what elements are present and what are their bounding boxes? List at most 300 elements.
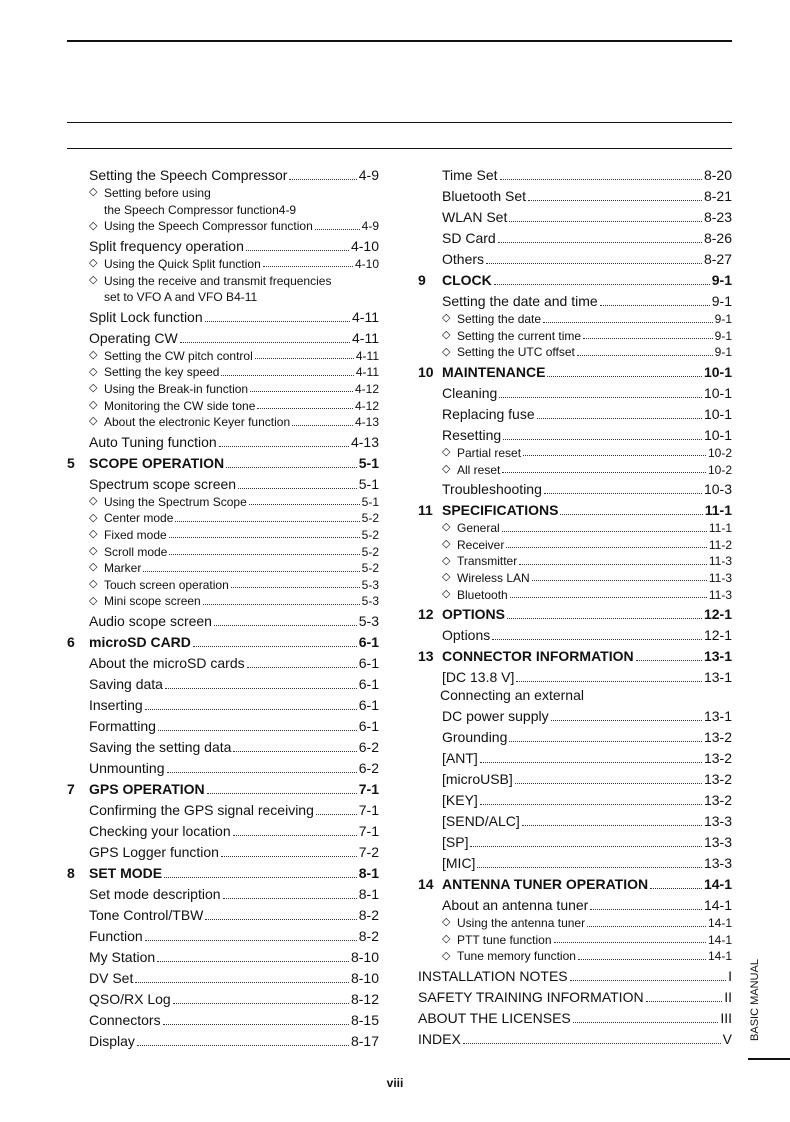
toc-entry[interactable] (418, 767, 732, 788)
toc-entry[interactable] (418, 310, 732, 327)
toc-entry[interactable] (67, 798, 379, 819)
dot-leader (257, 408, 353, 409)
toc-entry[interactable] (418, 644, 732, 665)
toc-entry-page: 10-1 (703, 426, 732, 443)
toc-entry[interactable] (418, 947, 732, 964)
toc-entry-title: ◇ All reset (457, 462, 501, 477)
dot-leader (600, 305, 710, 306)
toc-entry-page: 5-3 (361, 594, 379, 609)
toc-entry-page: 14-1 (703, 897, 732, 914)
toc-entry-page: 6-2 (358, 738, 379, 755)
toc-entry[interactable] (418, 872, 732, 893)
toc-entry[interactable] (67, 693, 379, 714)
dot-leader (226, 467, 357, 468)
toc-entry[interactable] (67, 163, 379, 184)
toc-entry[interactable] (67, 592, 379, 609)
toc-entry-title: [microUSB] (442, 771, 513, 788)
dot-leader (157, 961, 349, 962)
toc-entry-title: Saving data (89, 675, 163, 692)
toc-entry[interactable] (67, 861, 379, 882)
toc-entry[interactable] (67, 882, 379, 903)
toc-entry[interactable] (418, 931, 732, 948)
dot-leader (528, 200, 702, 201)
toc-entry-title: Cleaning (442, 384, 498, 401)
dot-leader (543, 322, 713, 323)
dot-leader (509, 741, 702, 742)
toc-entry-page: 8-12 (350, 990, 379, 1007)
toc-entry[interactable] (418, 343, 732, 360)
toc-entry[interactable] (67, 396, 379, 413)
dot-leader (532, 580, 707, 581)
dot-leader (223, 898, 357, 899)
toc-entry-title: ◇ Setting the date (457, 312, 542, 327)
toc-entry[interactable] (418, 402, 732, 423)
toc-entry-page: 9-1 (714, 312, 732, 327)
dot-leader (503, 439, 702, 440)
toc-entry[interactable] (418, 830, 732, 851)
dot-leader (486, 263, 702, 264)
toc-entry[interactable] (418, 226, 732, 247)
toc-right-column (418, 163, 732, 1048)
toc-entry-title: Operating CW (89, 329, 178, 346)
dot-leader (463, 1043, 721, 1044)
toc-entry[interactable] (67, 1029, 379, 1050)
toc-entry-page: 5-1 (361, 494, 379, 509)
toc-entry[interactable] (418, 809, 732, 830)
dot-leader (506, 547, 707, 548)
toc-entry-page: 6-1 (358, 654, 379, 671)
toc-entry[interactable] (67, 651, 379, 672)
toc-entry[interactable] (418, 602, 732, 623)
toc-entry-title: Connectors (89, 1011, 161, 1028)
toc-entry-page: 10-1 (703, 384, 732, 401)
toc-entry[interactable] (418, 498, 732, 519)
toc-entry[interactable] (418, 477, 732, 498)
header-rule-upper (67, 122, 732, 123)
toc-left-column (67, 163, 379, 1050)
toc-entry-page: 12-1 (703, 627, 732, 644)
toc-entry-page: 9-1 (714, 345, 732, 360)
toc-entry-page: V (722, 1030, 732, 1047)
toc-entry-page: 10-2 (707, 462, 732, 477)
toc-entry[interactable] (67, 924, 379, 945)
toc-entry-title: ◇ Wireless LAN (457, 570, 530, 585)
toc-entry[interactable] (67, 542, 379, 559)
toc-entry-page: 8-26 (703, 230, 732, 247)
toc-entry (67, 184, 379, 201)
dot-leader (507, 618, 702, 619)
dot-leader (289, 179, 356, 180)
toc-entry[interactable] (67, 288, 379, 305)
toc-entry[interactable] (67, 201, 379, 218)
toc-entry-title: ◇ Setting the CW pitch control (104, 348, 253, 363)
chapter-number: 8 (67, 864, 75, 881)
dot-leader (231, 587, 360, 588)
toc-entry-page: 8-2 (358, 906, 379, 923)
toc-entry-page: 10-3 (703, 481, 732, 498)
dot-leader (636, 660, 702, 661)
toc-entry-page: 13-3 (703, 813, 732, 830)
toc-entry-page: 13-1 (703, 648, 732, 665)
dot-leader (590, 909, 702, 910)
toc-entry[interactable] (418, 964, 732, 985)
toc-entry[interactable] (418, 704, 732, 725)
dot-leader (537, 418, 702, 419)
toc-entry[interactable] (418, 893, 732, 914)
toc-entry-title: QSO/RX Log (89, 990, 171, 1007)
toc-entry-page: 11-3 (708, 587, 732, 602)
toc-entry[interactable] (418, 851, 732, 872)
toc-entry[interactable] (67, 234, 379, 255)
toc-entry[interactable] (67, 609, 379, 630)
toc-entry[interactable] (418, 914, 732, 931)
toc-entry-title: SCOPE OPERATION (89, 454, 225, 471)
toc-entry[interactable] (67, 756, 379, 777)
toc-entry-title: OPTIONS (442, 606, 506, 623)
toc-entry-title: ◇ Setting the current time (457, 328, 582, 343)
toc-entry[interactable] (67, 451, 379, 472)
toc-entry-page: 11-2 (708, 537, 732, 552)
dot-leader (238, 488, 357, 489)
toc-entry-page: 13-2 (703, 729, 732, 746)
toc-entry-page: 4-10 (350, 237, 379, 254)
dot-leader (480, 762, 702, 763)
dot-leader (498, 242, 702, 243)
toc-entry-page: 5-2 (361, 527, 379, 542)
toc-entry-title: ◇ Partial reset (457, 445, 522, 460)
dot-leader (544, 493, 702, 494)
dot-leader (470, 846, 702, 847)
toc-entry-page: 7-1 (358, 801, 379, 818)
toc-entry[interactable] (67, 347, 379, 364)
toc-entry-title: Spectrum scope screen (89, 475, 237, 492)
toc-entry[interactable] (67, 672, 379, 693)
dot-leader (502, 531, 707, 532)
toc-entry-title: Connecting an external (440, 687, 584, 704)
toc-entry-page: 13-1 (703, 669, 732, 686)
toc-entry-title: ◇ About the electronic Keyer function (104, 415, 291, 430)
side-tab-label: BASIC MANUAL (749, 959, 761, 1041)
toc-entry[interactable] (67, 430, 379, 451)
dot-leader (263, 266, 353, 267)
toc-entry[interactable] (418, 623, 732, 644)
toc-entry[interactable] (418, 381, 732, 402)
toc-entry[interactable] (418, 205, 732, 226)
toc-entry-title: [SP] (442, 834, 469, 851)
toc-entry-title: [DC 13.8 V] (442, 669, 515, 686)
dot-leader (205, 321, 350, 322)
toc-entry-page: 13-1 (703, 708, 732, 725)
toc-entry[interactable] (67, 472, 379, 493)
chapter-number: 11 (418, 502, 433, 519)
toc-entry-title: SAFETY TRAINING INFORMATION (418, 988, 644, 1005)
toc-entry-title: Split Lock function (89, 308, 203, 325)
toc-entry-title: ◇ Bluetooth (457, 587, 508, 602)
dot-leader (164, 877, 357, 878)
toc-entry-title: SPECIFICATIONS (442, 502, 559, 519)
toc-entry-title: Resetting (442, 426, 502, 443)
toc-entry-title: ◇ Using the Speech Compressor function (104, 219, 313, 234)
toc-entry-page: 4-11 (355, 365, 379, 380)
toc-entry[interactable] (67, 630, 379, 651)
dot-leader (247, 667, 357, 668)
toc-entry[interactable] (67, 493, 379, 510)
toc-entry[interactable] (67, 380, 379, 397)
toc-entry-title: Time Set (442, 167, 498, 184)
toc-entry-title: Bluetooth Set (442, 188, 527, 205)
dot-leader (137, 1045, 349, 1046)
toc-entry-page: 4-11 (352, 329, 379, 346)
dot-leader (233, 835, 357, 836)
toc-entry-title: ANTENNA TUNER OPERATION (442, 876, 649, 893)
toc-entry[interactable] (418, 569, 732, 586)
dot-leader (180, 342, 350, 343)
toc-entry-title: ◇ Scroll mode (104, 544, 168, 559)
toc-entry-title: Formatting (89, 717, 156, 734)
chapter-number: 13 (418, 648, 434, 665)
toc-entry[interactable] (418, 985, 732, 1006)
toc-entry-page: 4-12 (354, 398, 379, 413)
toc-entry[interactable] (418, 327, 732, 344)
dot-leader (233, 751, 356, 752)
toc-entry[interactable] (418, 444, 732, 461)
dot-leader (203, 604, 360, 605)
toc-entry-title: Others (442, 251, 485, 268)
toc-entry-title: WLAN Set (442, 209, 508, 226)
toc-entry-page: 4-13 (354, 415, 379, 430)
dot-leader (221, 856, 357, 857)
dot-leader (193, 646, 357, 647)
toc-entry-page: III (720, 1009, 732, 1026)
toc-entry-page: 8-10 (350, 948, 379, 965)
toc-entry-title: ◇ Monitoring the CW side tone (104, 398, 256, 413)
toc-entry[interactable] (67, 305, 379, 326)
dot-leader (499, 397, 702, 398)
chapter-number: 5 (67, 454, 75, 471)
dot-leader (492, 639, 702, 640)
toc-entry-page: 13-2 (703, 750, 732, 767)
toc-entry[interactable] (67, 255, 379, 272)
toc-entry-page: 9-1 (711, 293, 732, 310)
toc-entry-page: 6-1 (358, 717, 379, 734)
dot-leader (158, 730, 357, 731)
toc-entry[interactable] (418, 184, 732, 205)
toc-entry-page: 4-13 (350, 433, 379, 450)
toc-entry-page: 14-1 (707, 949, 732, 964)
toc-entry[interactable] (418, 536, 732, 553)
toc-entry[interactable] (67, 559, 379, 576)
toc-entry[interactable] (418, 519, 732, 536)
toc-entry-title: SD Card (442, 230, 496, 247)
toc-entry-title: ◇ Receiver (457, 537, 505, 552)
toc-entry[interactable] (67, 819, 379, 840)
toc-entry-title: GPS Logger function (89, 843, 219, 860)
toc-entry-page: 5-1 (358, 454, 379, 471)
toc-entry-title: ◇ Setting before using (104, 186, 211, 201)
toc-entry-page: 4-10 (354, 256, 379, 271)
toc-entry-title: Replacing fuse (442, 405, 535, 422)
toc-entry[interactable] (418, 163, 732, 184)
toc-entry-page: 5-2 (361, 544, 379, 559)
chapter-number: 6 (67, 633, 75, 650)
dot-leader (578, 959, 706, 960)
toc-entry-title: the Speech Compressor function (104, 202, 279, 217)
toc-entry-page: 4-11 (355, 348, 379, 363)
toc-entry[interactable] (418, 552, 732, 569)
dot-leader (502, 472, 706, 473)
toc-entry-page: 14-1 (703, 876, 732, 893)
dot-leader (510, 597, 707, 598)
dot-leader (577, 355, 713, 356)
dot-leader (650, 888, 702, 889)
dot-leader (494, 284, 710, 285)
toc-entry[interactable] (67, 326, 379, 347)
dot-leader (523, 455, 706, 456)
toc-entry-title: Grounding (442, 729, 508, 746)
dot-leader (480, 804, 702, 805)
toc-entry-title: ◇ Setting the UTC offset (457, 345, 575, 360)
toc-entry-page: 4-11 (234, 290, 258, 305)
dot-leader (207, 793, 357, 794)
toc-entry-title: Setting the date and time (442, 293, 598, 310)
dot-leader (165, 688, 357, 689)
toc-entry[interactable] (418, 1006, 732, 1027)
toc-entry-title: CONNECTOR INFORMATION (442, 648, 634, 665)
toc-entry-title: CLOCK (442, 272, 492, 289)
dot-leader (169, 537, 360, 538)
toc-entry[interactable] (418, 725, 732, 746)
toc-entry-page: 8-1 (358, 864, 379, 881)
toc-entry[interactable] (418, 788, 732, 809)
toc-entry[interactable] (67, 509, 379, 526)
dot-leader (547, 376, 702, 377)
toc-entry[interactable] (67, 1008, 379, 1029)
toc-entry[interactable] (67, 777, 379, 798)
toc-entry-page: 8-20 (703, 167, 732, 184)
toc-entry-page: 8-15 (350, 1011, 379, 1028)
toc-entry[interactable] (67, 413, 379, 430)
side-tab-rule (748, 1058, 790, 1060)
toc-entry[interactable] (67, 526, 379, 543)
chapter-number: 7 (67, 780, 75, 797)
toc-entry[interactable] (67, 903, 379, 924)
toc-entry-title: ◇ Using the receive and transmit frequencies (104, 273, 332, 288)
toc-entry-title: ◇ Mini scope screen (104, 594, 201, 609)
toc-entry[interactable] (418, 585, 732, 602)
dot-leader (500, 179, 702, 180)
dot-leader (214, 625, 357, 626)
dot-leader (143, 571, 359, 572)
toc-entry[interactable] (418, 423, 732, 444)
header-rule-lower (67, 148, 732, 149)
chapter-number: 9 (418, 272, 426, 289)
dot-leader (205, 919, 356, 920)
toc-entry-page: 10-2 (707, 445, 732, 460)
toc-entry-page: 6-1 (358, 675, 379, 692)
toc-entry-page: 8-1 (358, 885, 379, 902)
toc-entry-title: DV Set (89, 969, 134, 986)
toc-entry[interactable] (418, 360, 732, 381)
toc-entry-page: 5-2 (361, 511, 379, 526)
dot-leader (145, 709, 357, 710)
toc-entry-title: My Station (89, 948, 156, 965)
dot-leader (250, 391, 353, 392)
toc-entry-title: set to VFO A and VFO B (104, 290, 235, 305)
toc-entry-page: 4-9 (278, 202, 297, 217)
toc-entry-title: [ANT] (442, 750, 478, 767)
toc-entry-title: [MIC] (442, 855, 476, 872)
toc-entry-page: 11-3 (708, 570, 732, 585)
toc-entry[interactable] (67, 714, 379, 735)
dot-leader (560, 514, 702, 515)
dot-leader (587, 926, 706, 927)
dot-leader (646, 1001, 723, 1002)
toc-entry[interactable] (67, 966, 379, 987)
toc-entry[interactable] (418, 1027, 732, 1048)
toc-entry-page: 8-10 (350, 969, 379, 986)
chapter-number: 12 (418, 606, 434, 623)
toc-entry-title: About the microSD cards (89, 654, 245, 671)
toc-entry-title: ◇ General (457, 521, 500, 536)
toc-entry-page: 5-3 (358, 612, 379, 629)
dot-leader (522, 825, 702, 826)
toc-entry[interactable] (418, 665, 732, 686)
dot-leader (163, 1024, 349, 1025)
dot-leader (516, 681, 702, 682)
toc-entry[interactable] (418, 460, 732, 477)
toc-entry-page: 8-17 (350, 1032, 379, 1049)
toc-entry[interactable] (67, 945, 379, 966)
toc-entry-title: Setting the Speech Compressor (89, 167, 288, 184)
toc-entry-page: 11-1 (704, 502, 732, 519)
toc-entry[interactable] (67, 363, 379, 380)
toc-entry-title: INDEX (418, 1030, 461, 1047)
toc-entry[interactable] (67, 735, 379, 756)
page-number: viii (386, 1076, 404, 1090)
toc-entry-page: 5-3 (361, 577, 379, 592)
toc-entry[interactable] (418, 746, 732, 767)
dot-leader (509, 221, 702, 222)
toc-entry-title: ◇ Using the Break-in function (104, 381, 249, 396)
toc-entry-page: 4-9 (358, 167, 379, 184)
toc-entry[interactable] (418, 247, 732, 268)
toc-entry[interactable] (67, 987, 379, 1008)
chapter-number: 10 (418, 363, 434, 380)
toc-entry-page: 13-3 (703, 834, 732, 851)
toc-entry-title: Tone Control/TBW (89, 906, 204, 923)
toc-entry[interactable] (67, 217, 379, 234)
toc-entry[interactable] (418, 289, 732, 310)
toc-entry-title: Inserting (89, 696, 143, 713)
toc-entry-page: 10-1 (703, 363, 732, 380)
toc-entry[interactable] (67, 840, 379, 861)
dot-leader (169, 554, 359, 555)
dot-leader (221, 375, 353, 376)
toc-entry (418, 686, 732, 704)
toc-entry[interactable] (67, 576, 379, 593)
toc-entry-title: Confirming the GPS signal receiving (89, 801, 314, 818)
toc-entry-title: ◇ Fixed mode (104, 527, 167, 542)
dot-leader (135, 982, 349, 983)
toc-entry-page: 8-27 (703, 251, 732, 268)
toc-entry-page: 10-1 (703, 405, 732, 422)
dot-leader (583, 338, 713, 339)
dot-leader (551, 720, 702, 721)
toc-entry-title: Set mode description (89, 885, 221, 902)
toc-entry-title: ◇ Using the Spectrum Scope (104, 494, 247, 509)
toc-entry-title: ◇ Using the Quick Split function (104, 256, 261, 271)
toc-entry[interactable] (418, 268, 732, 289)
